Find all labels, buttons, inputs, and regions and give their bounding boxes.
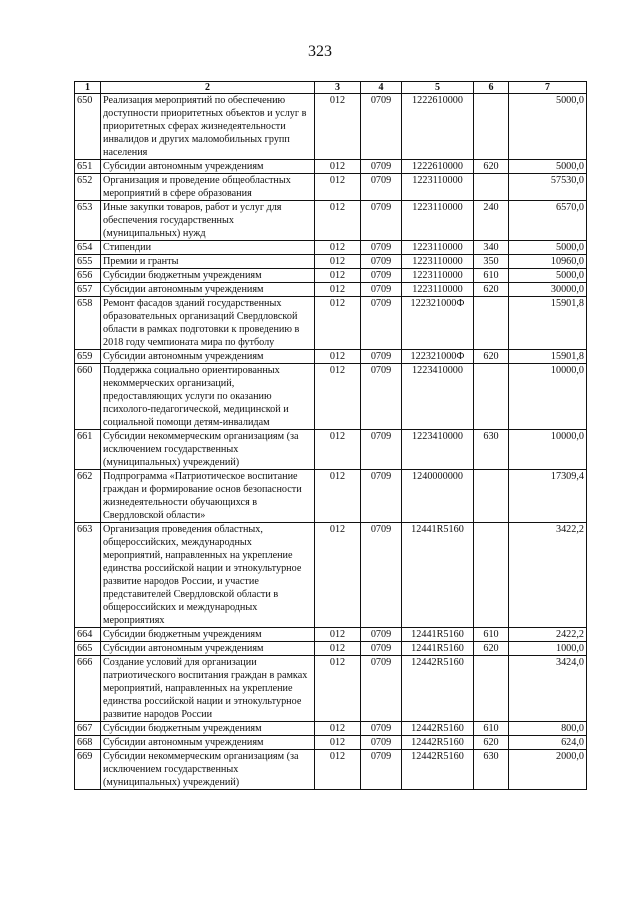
row-amount: 5000,0: [509, 94, 587, 160]
row-code-5: 1223110000: [402, 283, 474, 297]
row-code-5: 1223110000: [402, 241, 474, 255]
row-code-5: 12442R5160: [402, 750, 474, 790]
row-code-4: 0709: [361, 430, 402, 470]
row-code-4: 0709: [361, 350, 402, 364]
row-code-6: 240: [474, 201, 509, 241]
row-number: 664: [75, 628, 101, 642]
row-code-3: 012: [315, 160, 361, 174]
row-code-3: 012: [315, 470, 361, 523]
row-code-4: 0709: [361, 283, 402, 297]
row-code-4: 0709: [361, 269, 402, 283]
row-code-3: 012: [315, 736, 361, 750]
row-amount: 6570,0: [509, 201, 587, 241]
row-name: Ремонт фасадов зданий государственных образовательных организаций Свердловской области в рамках подготовки к проведению в 2018 году чемпионата мира по футболу: [101, 297, 315, 350]
row-code-5: 1223110000: [402, 255, 474, 269]
row-code-4: 0709: [361, 470, 402, 523]
row-name: Субсидии бюджетным учреждениям: [101, 628, 315, 642]
row-code-6: [474, 297, 509, 350]
header-col-4: 4: [361, 82, 402, 94]
row-name: Субсидии автономным учреждениям: [101, 350, 315, 364]
row-name: Субсидии автономным учреждениям: [101, 283, 315, 297]
row-amount: 1000,0: [509, 642, 587, 656]
row-code-3: 012: [315, 201, 361, 241]
row-number: 656: [75, 269, 101, 283]
row-code-4: 0709: [361, 722, 402, 736]
row-code-3: 012: [315, 722, 361, 736]
row-amount: 3422,2: [509, 523, 587, 628]
table-row: [75, 297, 587, 350]
row-number: 663: [75, 523, 101, 628]
row-code-6: 630: [474, 750, 509, 790]
row-amount: 10000,0: [509, 430, 587, 470]
table-row: [75, 628, 587, 642]
row-number: 668: [75, 736, 101, 750]
row-code-5: 12441R5160: [402, 628, 474, 642]
row-name: Субсидии автономным учреждениям: [101, 642, 315, 656]
row-code-4: 0709: [361, 628, 402, 642]
row-code-5: 1223110000: [402, 269, 474, 283]
table-row: [75, 350, 587, 364]
row-amount: 624,0: [509, 736, 587, 750]
row-code-4: 0709: [361, 241, 402, 255]
row-name: Субсидии некоммерческим организациям (за исключением государственных (муниципальных) учреждений): [101, 430, 315, 470]
row-name: Подпрограмма «Патриотическое воспитание граждан и формирование основ безопасности жизнедеятельности обучающихся в Свердловской области»: [101, 470, 315, 523]
row-code-4: 0709: [361, 364, 402, 430]
header-col-5: 5: [402, 82, 474, 94]
header-col-2: 2: [101, 82, 315, 94]
row-code-5: 12441R5160: [402, 642, 474, 656]
row-code-6: [474, 94, 509, 160]
row-code-3: 012: [315, 269, 361, 283]
table-row: [75, 364, 587, 430]
page-number: 323: [308, 43, 332, 60]
row-code-4: 0709: [361, 297, 402, 350]
row-code-4: 0709: [361, 201, 402, 241]
table-row: [75, 656, 587, 722]
row-code-5: 1222610000: [402, 94, 474, 160]
row-number: 669: [75, 750, 101, 790]
header-col-6: 6: [474, 82, 509, 94]
row-number: 653: [75, 201, 101, 241]
row-number: 662: [75, 470, 101, 523]
row-code-5: 1240000000: [402, 470, 474, 523]
row-code-4: 0709: [361, 736, 402, 750]
row-code-3: 012: [315, 174, 361, 201]
row-number: 654: [75, 241, 101, 255]
row-amount: 2000,0: [509, 750, 587, 790]
table-row: [75, 722, 587, 736]
row-code-6: 610: [474, 722, 509, 736]
row-code-3: 012: [315, 241, 361, 255]
row-number: 660: [75, 364, 101, 430]
row-amount: 5000,0: [509, 241, 587, 255]
row-amount: 800,0: [509, 722, 587, 736]
row-number: 652: [75, 174, 101, 201]
table-row: [75, 470, 587, 523]
row-amount: 17309,4: [509, 470, 587, 523]
row-code-5: 1223410000: [402, 430, 474, 470]
table-row: [75, 523, 587, 628]
row-number: 657: [75, 283, 101, 297]
row-code-5: 1223110000: [402, 174, 474, 201]
table-row: [75, 750, 587, 790]
row-amount: 30000,0: [509, 283, 587, 297]
row-code-3: 012: [315, 523, 361, 628]
header-col-1: 1: [75, 82, 101, 94]
row-name: Стипендии: [101, 241, 315, 255]
row-code-6: 620: [474, 642, 509, 656]
row-code-6: 620: [474, 283, 509, 297]
row-name: Иные закупки товаров, работ и услуг для обеспечения государственных (муниципальных) нужд: [101, 201, 315, 241]
row-number: 661: [75, 430, 101, 470]
row-code-3: 012: [315, 297, 361, 350]
table-row: [75, 283, 587, 297]
row-code-3: 012: [315, 628, 361, 642]
row-amount: 15901,8: [509, 297, 587, 350]
table-row: [75, 94, 587, 160]
table-row: [75, 255, 587, 269]
row-code-5: 12442R5160: [402, 656, 474, 722]
row-number: 667: [75, 722, 101, 736]
row-name: Субсидии бюджетным учреждениям: [101, 269, 315, 283]
table-body: [75, 94, 587, 790]
row-code-4: 0709: [361, 523, 402, 628]
row-code-6: 610: [474, 628, 509, 642]
budget-table: [74, 81, 587, 790]
row-name: Организация и проведение общеобластных мероприятий в сфере образования: [101, 174, 315, 201]
row-code-6: [474, 523, 509, 628]
row-code-5: 12442R5160: [402, 736, 474, 750]
row-code-6: 610: [474, 269, 509, 283]
row-amount: 5000,0: [509, 160, 587, 174]
row-number: 650: [75, 94, 101, 160]
table-row: [75, 269, 587, 283]
row-code-3: 012: [315, 283, 361, 297]
row-code-4: 0709: [361, 94, 402, 160]
row-code-6: [474, 470, 509, 523]
table-header-row: [75, 82, 587, 94]
row-name: Поддержка социально ориентированных некоммерческих организаций, предоставляющих услуги по оказанию психолого-педагогической, медицинской и социальной помощи детям-инвалидам: [101, 364, 315, 430]
row-code-6: [474, 364, 509, 430]
row-code-4: 0709: [361, 642, 402, 656]
row-number: 665: [75, 642, 101, 656]
table-row: [75, 174, 587, 201]
row-code-3: 012: [315, 750, 361, 790]
table-row: [75, 642, 587, 656]
row-name: Субсидии некоммерческим организациям (за исключением государственных (муниципальных) учреждений): [101, 750, 315, 790]
row-code-3: 012: [315, 430, 361, 470]
row-amount: 10000,0: [509, 364, 587, 430]
row-code-6: 340: [474, 241, 509, 255]
row-code-6: [474, 656, 509, 722]
table-row: [75, 430, 587, 470]
row-code-5: 1223110000: [402, 201, 474, 241]
row-name: Субсидии бюджетным учреждениям: [101, 722, 315, 736]
header-col-3: 3: [315, 82, 361, 94]
row-code-3: 012: [315, 94, 361, 160]
row-name: Субсидии автономным учреждениям: [101, 736, 315, 750]
row-code-4: 0709: [361, 160, 402, 174]
row-code-5: 1222610000: [402, 160, 474, 174]
row-number: 658: [75, 297, 101, 350]
row-code-5: 12441R5160: [402, 523, 474, 628]
row-code-3: 012: [315, 350, 361, 364]
row-code-5: 122321000Ф: [402, 350, 474, 364]
row-amount: 15901,8: [509, 350, 587, 364]
row-amount: 3424,0: [509, 656, 587, 722]
row-amount: 10960,0: [509, 255, 587, 269]
row-code-4: 0709: [361, 656, 402, 722]
row-code-4: 0709: [361, 750, 402, 790]
row-number: 651: [75, 160, 101, 174]
row-code-6: [474, 174, 509, 201]
row-code-6: 350: [474, 255, 509, 269]
row-code-5: 12442R5160: [402, 722, 474, 736]
row-name: Организация проведения областных, общероссийских, международных мероприятий, направленных на укрепление единства российской нации и этнокультурное развитие народов России, и участие представителей Свердловской области в общероссийских и международных мероприятиях: [101, 523, 315, 628]
row-number: 659: [75, 350, 101, 364]
row-amount: 5000,0: [509, 269, 587, 283]
row-code-3: 012: [315, 656, 361, 722]
row-name: Субсидии автономным учреждениям: [101, 160, 315, 174]
row-code-3: 012: [315, 364, 361, 430]
row-code-5: 1223410000: [402, 364, 474, 430]
row-code-3: 012: [315, 255, 361, 269]
row-code-6: 630: [474, 430, 509, 470]
row-code-6: 620: [474, 736, 509, 750]
row-code-4: 0709: [361, 174, 402, 201]
row-name: Реализация мероприятий по обеспечению доступности приоритетных объектов и услуг в приоритетных сферах жизнедеятельности инвалидов и других маломобильных групп населения: [101, 94, 315, 160]
row-code-6: 620: [474, 160, 509, 174]
row-code-3: 012: [315, 642, 361, 656]
row-number: 666: [75, 656, 101, 722]
table-row: [75, 160, 587, 174]
row-name: Создание условий для организации патриотического воспитания граждан в рамках мероприятий, направленных на укрепление единства российской нации и этнокультурное развитие народов России: [101, 656, 315, 722]
header-col-7: 7: [509, 82, 587, 94]
row-number: 655: [75, 255, 101, 269]
table-row: [75, 241, 587, 255]
table-row: [75, 201, 587, 241]
table-row: [75, 736, 587, 750]
row-amount: 2422,2: [509, 628, 587, 642]
row-amount: 57530,0: [509, 174, 587, 201]
row-code-5: 122321000Ф: [402, 297, 474, 350]
row-code-4: 0709: [361, 255, 402, 269]
row-code-6: 620: [474, 350, 509, 364]
row-name: Премии и гранты: [101, 255, 315, 269]
